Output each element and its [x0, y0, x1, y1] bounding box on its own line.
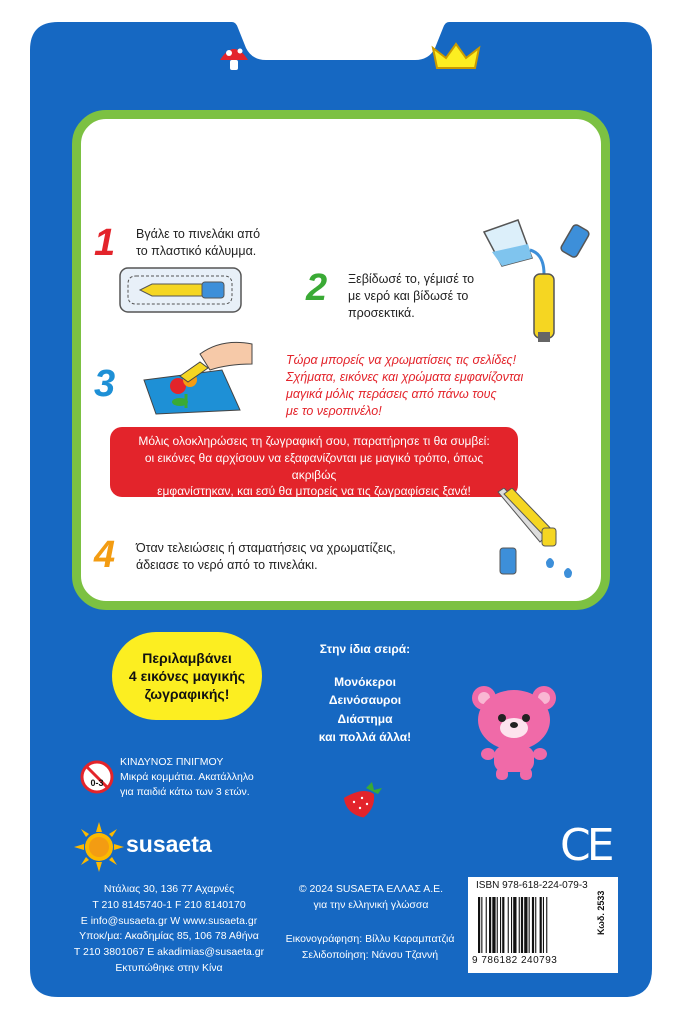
choking-warning: ΚΙΝΔΥΝΟΣ ΠΝΙΓΜΟΥ Μικρά κομμάτια. Ακατάλληλο για παιδιά κάτω των 3 ετών. [80, 755, 254, 801]
ce-mark: CE [560, 820, 611, 871]
barcode-bar [519, 897, 520, 953]
step-4-text: Όταν τελειώσεις ή σταματήσεις να χρωματίζεις, άδειασε το νερό από το πινελάκι. [136, 541, 396, 572]
magic-info-banner: Μόλις ολοκληρώσεις τη ζωγραφική σου, παρατήρησε τι θα συμβεί: οι εικόνες θα αρχίσουν να εξαφανίζονται με μαγικό τρόπο, όπως ακριβώς εμφανίστηκαν, και εσύ θα μπορείς να τις ζωγραφίσεις ξανά! [110, 427, 518, 497]
barcode-bar [540, 897, 542, 953]
barcode-bars [476, 897, 588, 955]
publisher-address: Ντάλιας 30, 136 77 Αχαρνές T 210 8145740-1 F 210 8140170 E info@susaeta.gr W www.susaeta.gr Υποκ/μα: Ακαδημίας 85, 106 78 Αθήνα T 210 3801067 E akadimias@susaeta.gr Εκτυπώθηκε στην Κίνα [73, 883, 265, 974]
brand-name: susaeta [126, 831, 212, 857]
warning-title: ΚΙΝΔΥΝΟΣ ΠΝΙΓΜΟΥ [120, 756, 224, 768]
barcode-digits: 9 786182 240793 [472, 955, 558, 966]
sun-logo-icon [74, 822, 124, 872]
fill-water-illustration [478, 214, 598, 344]
barcode-bar [478, 897, 480, 953]
barcode-bar [513, 897, 516, 953]
step-1-number: 1 [94, 222, 116, 264]
series-heading: Στην ίδια σειρά: [319, 642, 411, 656]
barcode-bar [543, 897, 544, 953]
barcode-bar [529, 897, 530, 953]
barcode-bar [497, 897, 498, 953]
barcode-bar [489, 897, 491, 953]
series-item: και πολλά άλλα! [318, 730, 412, 745]
coloring-hand-illustration [140, 334, 260, 416]
barcode-bar [521, 897, 523, 953]
series-item: Μονόκεροι [334, 674, 396, 689]
barcode-box [468, 877, 618, 973]
barcode-bar [524, 897, 527, 953]
barcode-bar [535, 897, 536, 953]
barcode-bar [546, 897, 547, 953]
barcode-bar [486, 897, 487, 953]
barcode-bar [500, 897, 501, 953]
credits: Εικονογράφηση: Βίλλυ Καραμπατζιά Σελιδοποίηση: Νάνσυ Τζαννή [285, 933, 455, 961]
step-3-text: Τώρα μπορείς να χρωματίσεις τις σελίδες! Σχήματα, εικόνες και χρώματα εμφανίζονται μαγικά μόλις περάσεις από πάνω τους με το νεροπινέλο! [286, 353, 524, 418]
step-2-text: Ξεβίδωσέ το, γέμισέ το με νερό και βίδωσέ το προσεκτικά. [348, 272, 475, 320]
step-1-text: Βγάλε το πινελάκι από το πλαστικό κάλυμμα. [136, 227, 261, 258]
brush-in-cap-illustration [118, 266, 243, 314]
series-item: Διάστημα [337, 711, 393, 726]
empty-water-illustration [490, 488, 580, 588]
barcode-bar [502, 897, 504, 953]
copyright-notice: © 2024 SUSAETA ΕΛΛΑΣ Α.Ε. για την ελληνική γλώσσα [298, 883, 444, 911]
includes-badge: Περιλαμβάνει 4 εικόνες μαγικής ζωγραφικής! [112, 632, 262, 720]
isbn-label: ISBN 978-618-224-079-3 [476, 880, 588, 891]
step-3-number: 3 [94, 363, 116, 405]
series-list [290, 640, 440, 747]
pink-bear-illustration [466, 684, 562, 784]
barcode-bar [511, 897, 512, 953]
product-code: Κωδ. 2533 [596, 890, 606, 935]
barcode-bar [492, 897, 495, 953]
svg-text:0-3: 0-3 [90, 778, 104, 788]
strawberry-icon [340, 780, 388, 820]
series-item: Δεινόσαυροι [328, 693, 402, 708]
barcode-bar [481, 897, 482, 953]
barcode-bar [508, 897, 509, 953]
step-2-number: 2 [306, 267, 328, 309]
barcode-bar [532, 897, 534, 953]
step-4-number: 4 [94, 534, 116, 576]
